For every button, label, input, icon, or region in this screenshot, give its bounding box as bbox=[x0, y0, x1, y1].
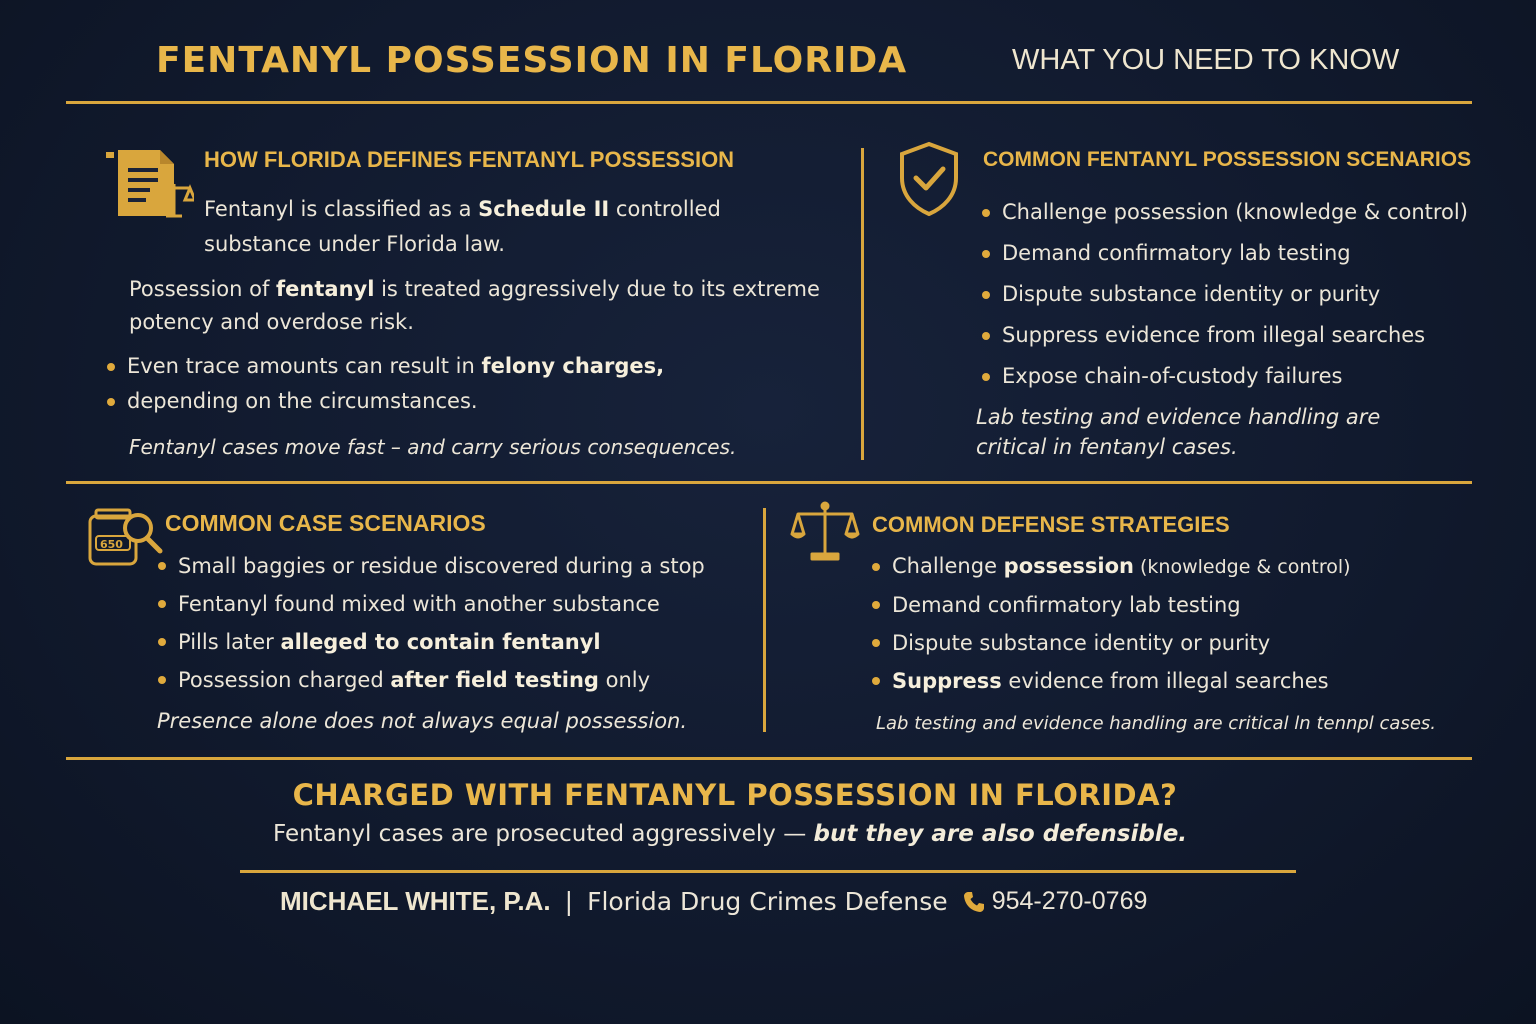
list-item: Possession charged after field testing only bbox=[156, 661, 705, 699]
section-heading-scenarios-top: COMMON FENTANYL POSSESSION SCENARIOS bbox=[983, 148, 1472, 171]
define-paragraph-2-line2: potency and overdose risk. bbox=[129, 310, 414, 334]
section-heading-defense: COMMON DEFENSE STRATEGIES bbox=[872, 512, 1230, 537]
cta-heading: CHARGED WITH FENTANYL POSSESSION IN FLORIDA? bbox=[292, 778, 1178, 812]
case-note: Presence alone does not always equal possession. bbox=[157, 709, 688, 733]
phone-contact[interactable] bbox=[962, 887, 1148, 916]
divider-top bbox=[66, 101, 1472, 104]
svg-text:650: 650 bbox=[100, 538, 123, 551]
divider-bottom bbox=[66, 757, 1472, 760]
section-heading-define: HOW FLORIDA DEFINES FENTANYL POSSESSION bbox=[204, 147, 735, 172]
cta-subtext: Fentanyl cases are prosecuted aggressively — but they are also defensible. bbox=[272, 821, 1188, 847]
list-item: Suppress evidence from illegal searches bbox=[870, 662, 1351, 700]
list-item: Challenge possession (knowledge & control) bbox=[870, 547, 1351, 586]
defense-note: Lab testing and evidence handling are critical ln tennpl cases. bbox=[876, 713, 1437, 734]
section-heading-case: COMMON CASE SCENARIOS bbox=[165, 510, 486, 536]
list-item: Pills later alleged to contain fentanyl bbox=[156, 623, 705, 661]
define-paragraph-1: Fentanyl is classified as a Schedule II controlled bbox=[204, 197, 721, 221]
page-subtitle: WHAT YOU NEED TO KNOW bbox=[1012, 44, 1400, 76]
evidence-search-icon bbox=[86, 506, 166, 568]
list-item: Expose chain-of-custody failures bbox=[980, 356, 1468, 397]
divider-vertical-top bbox=[861, 148, 864, 460]
list-item: Challenge possession (knowledge & control) bbox=[980, 192, 1468, 233]
divider-footer bbox=[240, 870, 1296, 873]
define-bullets bbox=[105, 349, 664, 419]
phone-icon bbox=[962, 890, 986, 914]
document-scales-icon bbox=[104, 144, 194, 222]
footer-separator: | bbox=[564, 887, 574, 916]
scenarios-top-note-line1: Lab testing and evidence handling are bbox=[976, 405, 1381, 429]
list-item: Dispute substance identity or purity bbox=[980, 274, 1468, 315]
scales-icon bbox=[790, 500, 860, 562]
list-item: depending on the circumstances. bbox=[105, 384, 664, 419]
shield-check-icon bbox=[896, 140, 962, 218]
define-paragraph-2: Possession of fentanyl is treated aggressively due to its extreme bbox=[129, 277, 820, 301]
scenarios-top-note-line2: critical in fentanyl cases. bbox=[976, 435, 1238, 459]
case-list bbox=[156, 547, 705, 699]
divider-middle bbox=[66, 481, 1472, 484]
practice-area: Florida Drug Crimes Defense bbox=[587, 887, 948, 916]
define-note: Fentanyl cases move fast – and carry serious consequences. bbox=[129, 435, 737, 459]
defense-list bbox=[870, 547, 1351, 700]
list-item: Demand confirmatory lab testing bbox=[870, 586, 1351, 624]
firm-name: MICHAEL WHITE, P.A. bbox=[280, 886, 551, 916]
footer bbox=[280, 886, 1147, 917]
scenarios-top-list bbox=[980, 192, 1468, 397]
list-item: Small baggies or residue discovered during a stop bbox=[156, 547, 705, 585]
phone-number[interactable]: 954-270-0769 bbox=[991, 887, 1148, 915]
list-item: Even trace amounts can result in felony charges, bbox=[105, 349, 664, 384]
define-paragraph-1-line2: substance under Florida law. bbox=[204, 232, 505, 256]
list-item: Fentanyl found mixed with another substance bbox=[156, 585, 705, 623]
list-item: Dispute substance identity or purity bbox=[870, 624, 1351, 662]
list-item: Suppress evidence from illegal searches bbox=[980, 315, 1468, 356]
page-title: FENTANYL POSSESSION IN FLORIDA bbox=[156, 40, 908, 81]
divider-vertical-bottom bbox=[763, 508, 766, 732]
list-item: Demand confirmatory lab testing bbox=[980, 233, 1468, 274]
